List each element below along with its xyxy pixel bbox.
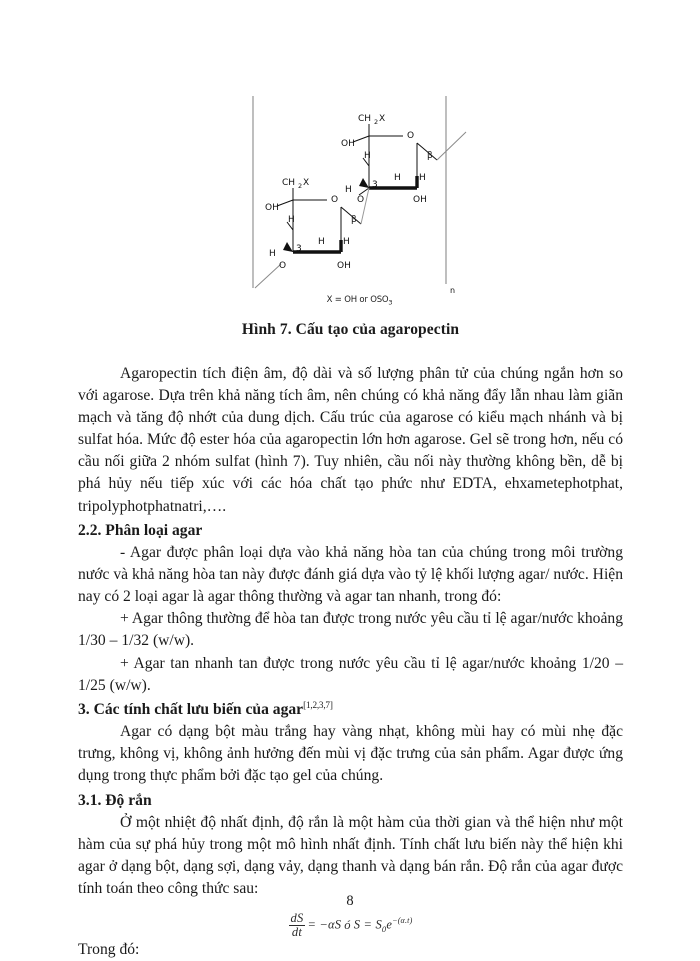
paragraph-where: Trong đó: (78, 941, 140, 959)
svg-text:H: H (287, 215, 295, 225)
paragraph-agar-classification: - Agar được phân loại dựa vào khả năng hòa tan của chúng trong môi trường nước và khả năng hòa tan này được đánh giá dựa vào tỷ lệ khối lượng agar/ nước. Hiện nay có 2 loại agar là agar thông thường và agar tan nhanh, trong đó: (78, 543, 623, 606)
paragraph-agaropectin-properties: Agaropectin tích điện âm, độ dài và số lượng phân tử của chúng ngắn hơn so với agarose. Dựa trên khả năng tích âm, nên chúng có khả năng đẩy lẫn nhau làm giãn mạch và tăng độ nhớt của dung dịch. Cấu trúc của agarose có kiểu mạch nhánh và bị sulfat hóa. Mức độ ester hóa của agaropectin lớn hơn agarose. Gel sẽ trong hơn, nếu có cầu nối giữa 2 nhóm sulfat (hình 7). Tuy nhiên, cầu nối này thường không bền, dễ bị phá hủy nếu tiếp xúc với các hóa chất tạo phức như EDTA, ehxametephotphat, tripolyphotphatnatri,…. (78, 364, 623, 515)
heading-2-2: 2.2. Phân loại agar (78, 521, 203, 539)
svg-text:β: β (426, 151, 433, 161)
svg-text:OH: OH (340, 139, 355, 149)
svg-text:H: H (363, 151, 371, 161)
svg-text:3: 3 (295, 244, 302, 254)
formula-fraction (289, 912, 306, 939)
formula-exp-base: e (386, 917, 393, 932)
svg-text:H: H (418, 173, 426, 183)
repeat-unit-subscript: n (449, 286, 455, 295)
svg-text:H: H (393, 173, 401, 183)
bullet-fast-dissolving-agar: + Agar tan nhanh tan được trong nước yêu cầu tỉ lệ agar/nước khoảng 1/20 – 1/25 (w/w). (78, 654, 623, 694)
svg-text:3: 3 (371, 180, 378, 190)
formula-equals-part: = −αS (307, 917, 342, 932)
svg-text:X: X (302, 178, 309, 188)
svg-text:H: H (317, 237, 325, 247)
formula-connector: ó (344, 917, 351, 932)
svg-text:OH: OH (336, 261, 351, 271)
page-number: 8 (346, 893, 354, 909)
hardness-formula (78, 912, 623, 939)
svg-text:O: O (278, 261, 286, 271)
svg-text:CH: CH (281, 178, 295, 188)
formula-right-part: S = S (353, 917, 382, 932)
svg-text:O: O (330, 195, 338, 205)
paragraph-hardness: Ở một nhiệt độ nhất định, độ rắn là một hàm của thời gian và thể hiện như một hàm của sự phá hủy trong một mô hình nhất định. Tính chất lưu biến này thể hiện khi agar ở dạng bột, dạng sợi, dạng vảy, dạng thanh và dạng bán rắn. Độ rắn của agar được tính toán theo công thức sau: (78, 813, 623, 898)
formula-right-subscript: 0 (381, 924, 387, 935)
formula-denominator: dt (289, 925, 306, 939)
heading-3-reference: [1,2,3,7] (303, 699, 333, 710)
formula-numerator: dS (290, 911, 304, 926)
svg-text:O: O (406, 131, 414, 141)
formula-exponent: −(α.t) (392, 916, 413, 926)
figure-caption: Hình 7. Cấu tạo của agaropectin (241, 320, 460, 338)
svg-text:H: H (344, 185, 352, 195)
svg-text:O: O (356, 195, 364, 205)
heading-3-1: 3.1. Độ rắn (78, 791, 152, 809)
agaropectin-structure-svg (241, 88, 471, 303)
svg-text:CH: CH (357, 114, 371, 124)
paragraph-rheological-properties: Agar có dạng bột màu trắng hay vàng nhạt, không mùi hay có mùi nhẹ đặc trưng, không vị, không ảnh hưởng đến mùi vị đặc trưng của sản phẩm. Agar được ứng dụng trong thực phẩm bởi đặc tạo gel của chúng. (78, 723, 623, 785)
page-content (78, 88, 623, 961)
heading-3-text: 3. Các tính chất lưu biến của agar (78, 700, 304, 718)
bullet-normal-agar: + Agar thông thường để hòa tan được trong nước yêu cầu tỉ lệ agar/nước khoảng 1/30 – 1/32 (w/w). (78, 610, 623, 650)
svg-text:X: X (378, 114, 385, 124)
heading-3 (78, 699, 623, 721)
svg-text:H: H (268, 249, 276, 259)
svg-text:H: H (342, 237, 350, 247)
chemical-structure-diagram (241, 88, 471, 303)
x-definition-label: X = OH or $OSO_3$ (326, 295, 393, 307)
svg-text:OH: OH (412, 195, 427, 205)
svg-text:OH: OH (264, 203, 279, 213)
figure-agaropectin (78, 88, 623, 339)
svg-text:2: 2 (297, 182, 302, 190)
svg-text:2: 2 (373, 118, 378, 126)
svg-text:β: β (350, 215, 357, 225)
